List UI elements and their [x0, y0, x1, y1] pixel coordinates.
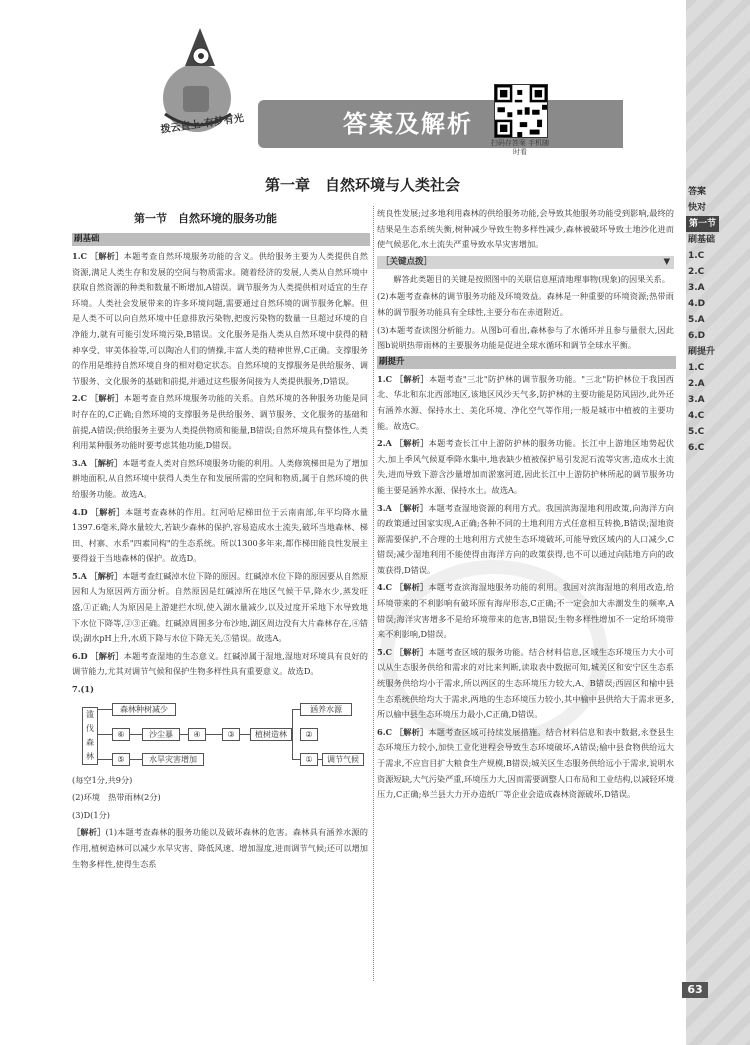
diagram-line [180, 734, 188, 735]
diagram-line [292, 709, 300, 710]
sidebar-basic-label: 刷基础 [688, 235, 716, 245]
sidebar-answer: 1.C [688, 363, 705, 373]
column-divider [373, 206, 374, 981]
key-point-tag: ［关键点拨］ ▼ [377, 256, 674, 269]
analysis-7: ［解析］(1)本题考查森林的服务功能以及破坏森林的危害。森林具有涵养水源的作用,植树造林可以减少水旱灾害、降低风速、增加湿度,进而调节气候;还可以增加生物多样性,使得生态系 [72, 827, 368, 869]
diagram-box-c4: ③ [222, 728, 240, 741]
answer-item: 3.A ［解析］本题考查湿地资源的利用方式。我国滨海湿地利用政策,向海洋方向的政策通过国家实现,A正确;各种不同的土地利用方式任意相互转换,B错误;湿地资源需要保护,不合理的土地利用方式使生态环境破坏,可能导致区域内的人口减少,C错误;减少湿地利用不能使得由海洋方向的政策获得,也不可以通过向陆地方向的政策获得,D错误。 [377, 502, 674, 575]
score-note: (每空1分,共9分) [72, 774, 133, 785]
tag-basic: 刷基础 [72, 233, 370, 246]
title-banner [258, 100, 623, 148]
diagram-box-c3: ④ [188, 728, 206, 741]
sidebar-answer: 3.A [688, 395, 705, 405]
tag-advanced: 刷提升 [377, 356, 676, 369]
sidebar-heading: 答案 [688, 187, 707, 197]
sidebar-answer: 5.C [688, 427, 705, 437]
analysis-continued: 统良性发展;过多地利用森林的供给服务功能,会导致其他服务功能受到影响,最终的结果是生态系统失衡,树种减少导致生物多样性减少,森林被破坏导致土地沙化进而使气候恶化,水土流失严重导致水旱灾害增加。 [377, 208, 674, 250]
page-title: 答案及解析 [343, 109, 473, 138]
diagram-box-b2: 沙尘暴 [142, 728, 180, 741]
sidebar-answer: 4.D [688, 299, 706, 309]
diagram-line [98, 759, 112, 760]
diagram-line [292, 759, 300, 760]
diagram-line [98, 709, 112, 710]
sidebar-answer: 2.A [688, 379, 705, 389]
answer-item: 1.C ［解析］本题考查自然环境服务功能的含义。供给服务主要为人类提供自然资源,满足人类生存和发展的空间与物质需求。随着经济的发展,人类从自然环境中获取自然资源的种类和数量不断增加,A错误。调节服务为人类提供相对适宜的生存环境。人类社会发展带来的许多环境问题,需要通过自然环境的调节服务化解。但是人类不可以向自然环境中任意排放污染物,把废污染物的数量一旦超过环境的自净能力,就有可能引发环境污染,B错误。文化服务是指人类从自然环境中获得的精神享受、审美体验等,可以陶冶人们的情操,丰富人类的精神世界,C正确。支撑服务的作用是维持自然环境自身的相对稳定状态。自然环境的支撑服务是供给服务、调节服务、文化服务的基础和前提,并通过这些服务间接为人类提供服务,D错误。 [72, 251, 368, 386]
answer-item: 6.D ［解析］本题考查湿地的生态意义。红碱淖属于湿地,湿地对环境具有良好的调节能力,尤其对调节气候和保护生物多样性具有重要意义。故选D。 [72, 650, 368, 677]
diagram-line [292, 709, 293, 759]
chapter-title: 第一章 自然环境与人类社会 [265, 176, 461, 194]
answer-2: (2)环境 热带雨林(2分) [72, 792, 161, 803]
sidebar-up-label: 刷提升 [688, 347, 716, 357]
sidebar-answer: 4.C [688, 411, 705, 421]
answer-item: 5.C ［解析］本题考查区域的服务功能。结合材料信息,区域生态环境压力大小可以从生态服务供给和需求的对比来判断,读取表中数据可知,城关区和安宁区生态系统服务供给均小于需求,所以两区的生态环境压力较大,A、B错误;西固区和榆中县生态系统供给均大于需求,两地的生态环境压力较小,其中榆中县供给大于需求更多,所以榆中县生态环境压力最小,C正确,D错误。 [377, 646, 674, 720]
section-title: 第一节 自然环境的服务功能 [134, 212, 277, 225]
sidebar-section: 第一节 [686, 216, 719, 232]
sidebar-answer: 6.C [688, 443, 705, 453]
analysis-part3: (3)本题考查读图分析能力。从图b可看出,森林参与了水循环并且参与量很大,因此图b说明热带雨林的主要服务功能是促进全球水循环和调节全球水平衡。 [377, 324, 674, 351]
analysis-part2: (2)本题考查森林的调节服务功能及环境效益。森林是一种重要的环境资源;热带雨林的调节服务功能具有全球性,主要分布在赤道附近。 [377, 291, 674, 317]
cause-effect-diagram [72, 701, 372, 771]
sidebar-heading-2: 快对 [688, 203, 707, 213]
answer-item: 5.A ［解析］本题考查红碱淖水位下降的原因。红碱淖水位下降的原因要从自然原因和人为原因两方面分析。自然原因是红碱淖所在地区气候干旱,降水少,蒸发旺盛,①正确;人为原因是上游建拦水坝,使入湖水量减少,以及过度开采地下水导致地下水位下降等,②③正确。红碱淖周围多分布沙地,湖区周边没有大片森林存在,④错误;湖水pH上升,水质下降与水位下降无关,⑤错误。故选A。 [72, 570, 368, 644]
qr-caption: 扫码存答案 手机随时看 [490, 139, 550, 156]
answer-item: 4.D ［解析］本题考查森林的作用。红河哈尼梯田位于云南南部,年平均降水量1397.6毫米,降水量较大,若缺少森林的保护,容易造成水土流失,破坏当地森林、梯田、村寨、水系"四素同构"的生态系统。所以1300多年来,都作梯田能良性发展主要得益于当地森林的保护。故选D。 [72, 506, 368, 564]
answer-item: 2.C ［解析］本题考查自然环境服务功能的关系。自然环境的各种服务功能是同时存在的,C正确;自然环境的支撑服务是供给服务、调节服务、文化服务的基础和前提,A错误;供给服务主要为人类提供物质和能量,B错误;自然环境具有整体性,人类利用某种服务功能时要考虑其他功能,D错误。 [72, 393, 368, 451]
diagram-box-c6: ① [300, 753, 318, 766]
page-number: 63 [682, 982, 708, 998]
diagram-box-b5: 调节气候 [322, 753, 364, 766]
triangle-down-icon: ▼ [663, 256, 670, 267]
diagram-box-b4: 涵养水源 [300, 703, 352, 716]
diagram-box-deforest: 滥伐森林 [82, 707, 98, 765]
key-point-text: 解答此类题目的关键是按照图中的关联信息厘清地理事物(现象)的因果关系。 [393, 273, 670, 284]
answer-item: 4.C ［解析］本题考查滨海湿地服务功能的利用。我国对滨海湿地的利用改造,给环境带来的不利影响有破坏原有海岸形态,C正确;不一定会加大赤潮发生的频率,A错误;海洋灾害增多不是给环境带来的危害,B错误;生物多样性增加不一定给环境带来不利影响,D错误。 [377, 582, 674, 640]
answer-item: 1.C ［解析］本题考查"三北"防护林的调节服务功能。"三北"防护林位于我国西北、华北和东北西部地区,该地区风沙天气多,防护林的主要功能是防风固沙,此外还有涵养水源、保持水土、美化环境、净化空气等作用;一般是城市中植被的主要功能。故选C。 [377, 373, 674, 431]
sidebar-answer: 1.C [688, 251, 705, 261]
quick-answer-list [686, 184, 746, 456]
q7-label: 7.(1) [72, 684, 94, 695]
diagram-line [130, 734, 142, 735]
answer-item: 3.A ［解析］本题考查人类对自然环境服务功能的利用。人类修筑梯田是为了增加耕地面积,从自然环境中获得人类生存和发展所需的空间和物质,属于自然环境的供给服务功能。故选A。 [72, 457, 368, 499]
right-column [377, 206, 674, 976]
diagram-box-b1: 森林种树减少 [112, 703, 176, 716]
answer-item: 2.A ［解析］本题考查长江中上游防护林的服务功能。长江中上游地区地势起伏大,加上季风气候夏季降水集中,地表缺少植被保护易引发泥石流等灾害,造成水土流失,进而导致下游含沙量增加而淤塞河道,因此长江中上游防护林所起的调节服务功能主要是涵养水源、保持水土。故选A。 [377, 438, 674, 495]
diagram-line [318, 759, 322, 760]
diagram-line [130, 759, 142, 760]
sidebar-background [686, 0, 750, 1045]
diagram-box-c1: ⑥ [112, 728, 130, 741]
diagram-line [98, 734, 112, 735]
sidebar-answer: 2.C [688, 267, 705, 277]
qr-code-icon[interactable] [494, 84, 548, 138]
answer-item: 6.C ［解析］本题考查区域可持续发展措施。结合材料信息和表中数据,永登县生态环境压力较小,加快工业化进程会导致生态环境破坏,A错误;榆中县食物供给远大于需求,不应盲目扩大粮食生产规模,B错误;城关区生态服务供给远小于需求,说明水资源短缺,大气污染严重,环境压力大,因而需要调整人口布局和工业结构,以减轻环境压力,C正确;皋兰县大力开办造纸厂等企业会造成森林资源破坏,D错误。 [377, 726, 674, 800]
mascot-slogan: 拨云直上·有梦有光 [160, 113, 245, 136]
diagram-box-c2: ⑤ [112, 753, 130, 766]
diagram-box-plant: 植树造林 [250, 728, 292, 741]
answer-3: (3)D(1分) [72, 809, 110, 820]
diagram-box-c5: ② [300, 728, 318, 741]
sidebar-map-texture [686, 0, 750, 1045]
left-column [72, 231, 368, 1001]
diagram-box-b3: 水旱灾害增加 [142, 753, 204, 766]
sidebar-answer: 5.A [688, 315, 705, 325]
sidebar-answer: 3.A [688, 283, 705, 293]
diagram-line [206, 734, 222, 735]
sidebar-answer: 6.D [688, 331, 706, 341]
diagram-line [240, 734, 250, 735]
